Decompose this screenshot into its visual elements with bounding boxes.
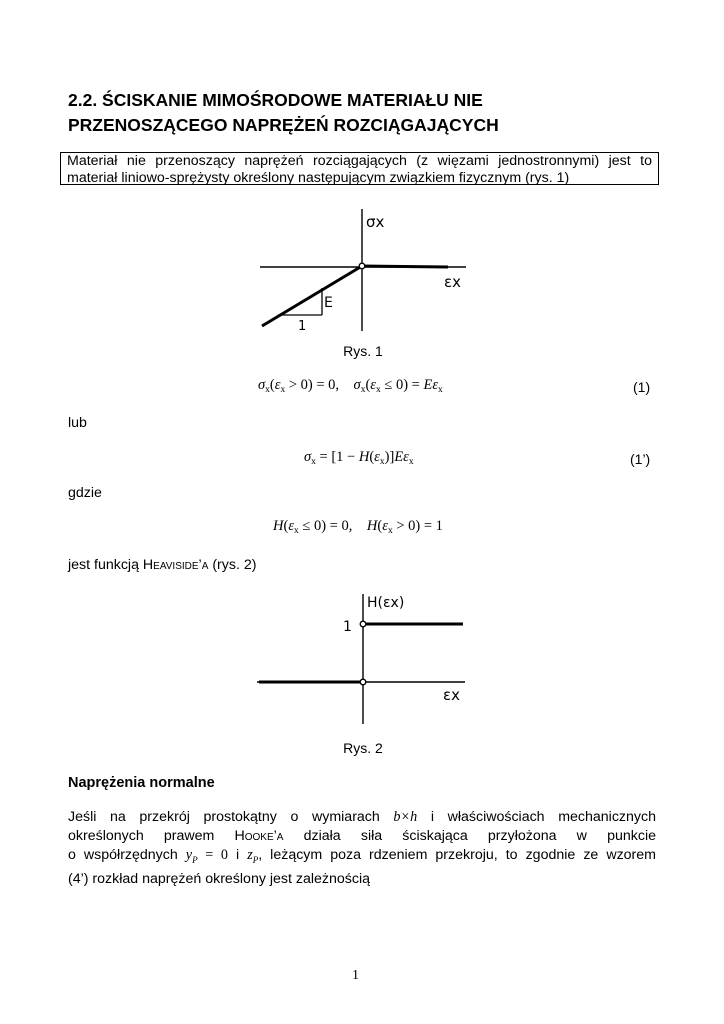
equation1-number: (1) (633, 379, 651, 395)
figure1-x-label: εx (444, 273, 461, 291)
heaviside-before: jest funkcją (68, 557, 143, 573)
para-l1-math: b×h (393, 809, 418, 825)
para-l3-math1: $y_P = 0$ (185, 847, 228, 865)
section-heading-line2: PRZENOSZĄCEGO NAPRĘŻEŃ ROZCIĄGAJĄCYCH (68, 115, 499, 135)
definition-box (60, 152, 659, 185)
equation1p (304, 449, 414, 467)
figure1-graph (258, 205, 468, 333)
equation1 (258, 377, 443, 395)
page-number: 1 (352, 968, 359, 983)
equation1-left: $\sigma_x(\varepsilon_x > 0) = 0$, (258, 377, 340, 395)
figure1-slope-label: E (324, 295, 333, 311)
figure1-caption: Rys. 1 (343, 343, 383, 359)
paragraph-line4: (4’) rozkład naprężeń określony jest zależnością (68, 870, 371, 887)
equation1p-expr: $\sigma_x = [1 - H(\varepsilon_x)]E\varepsilon_x$ (304, 449, 414, 467)
equation1-right: $\sigma_x(\varepsilon_x \le 0) = E\varepsilon_x$ (353, 377, 443, 395)
para-l2-name: Hooke’a (234, 828, 284, 844)
subheading: Naprężenia normalne (68, 775, 215, 791)
word-lub: lub (68, 415, 87, 431)
para-l3-text-b: , leżącym poza rdzeniem przekroju, to zgodnie ze wzorem (258, 847, 656, 863)
paragraph-line2 (68, 827, 656, 846)
figure2-jump-point (360, 621, 366, 627)
equation1p-number: (1’) (630, 451, 651, 467)
para-l3-math2: $z_P$ (247, 847, 259, 865)
definition-line2: materiał liniowo-sprężysty określony następującym związkiem fizycznym (rys. 1) (67, 170, 570, 186)
para-l3-mid: i (227, 847, 248, 863)
paragraph (68, 808, 656, 889)
para-l2-text-b: działa siła ściskająca przyłożona w punkcie (283, 828, 656, 844)
figure1-zero-branch (362, 266, 448, 267)
para-l1-text-b: i właściwościach mechanicznych (417, 809, 656, 825)
heaviside-after: (rys. 2) (208, 557, 257, 573)
figure2-y-label: H(εx) (367, 595, 405, 611)
equation-heaviside (273, 518, 443, 536)
figure1-unit-label: 1 (298, 319, 307, 333)
figure2-graph (255, 590, 467, 726)
figure2-origin-point (360, 679, 366, 685)
heaviside-name: Heaviside’a (142, 557, 209, 573)
section-heading (68, 88, 668, 138)
heaviside-right: $H(\varepsilon_x > 0) = 1$ (366, 518, 443, 536)
figure1-y-label: σx (366, 213, 385, 231)
figure2-x-label: εx (443, 686, 460, 704)
figure2-level-label: 1 (343, 619, 352, 635)
paragraph-line3 (68, 846, 656, 870)
heaviside-left: $H(\varepsilon_x \le 0) = 0$, (273, 518, 353, 536)
paragraph-line1 (68, 808, 656, 827)
figure1-origin-point (359, 263, 365, 269)
definition-line1: Materiał nie przenoszący naprężeń rozciągających (z więzami jednostronnymi) jest to (67, 153, 652, 169)
word-gdzie: gdzie (68, 485, 102, 501)
figure2-background (255, 590, 467, 726)
heaviside-sentence (68, 557, 256, 574)
para-l2-text-a: określonych prawem (68, 828, 235, 844)
para-l3-text-a: o współrzędnych (68, 847, 186, 863)
para-l1-text-a: Jeśli na przekrój prostokątny o wymiarach (68, 809, 394, 825)
figure2-caption: Rys. 2 (343, 740, 383, 756)
section-heading-line1: 2.2. ŚCISKANIE MIMOŚRODOWE MATERIAŁU NIE (68, 90, 483, 110)
